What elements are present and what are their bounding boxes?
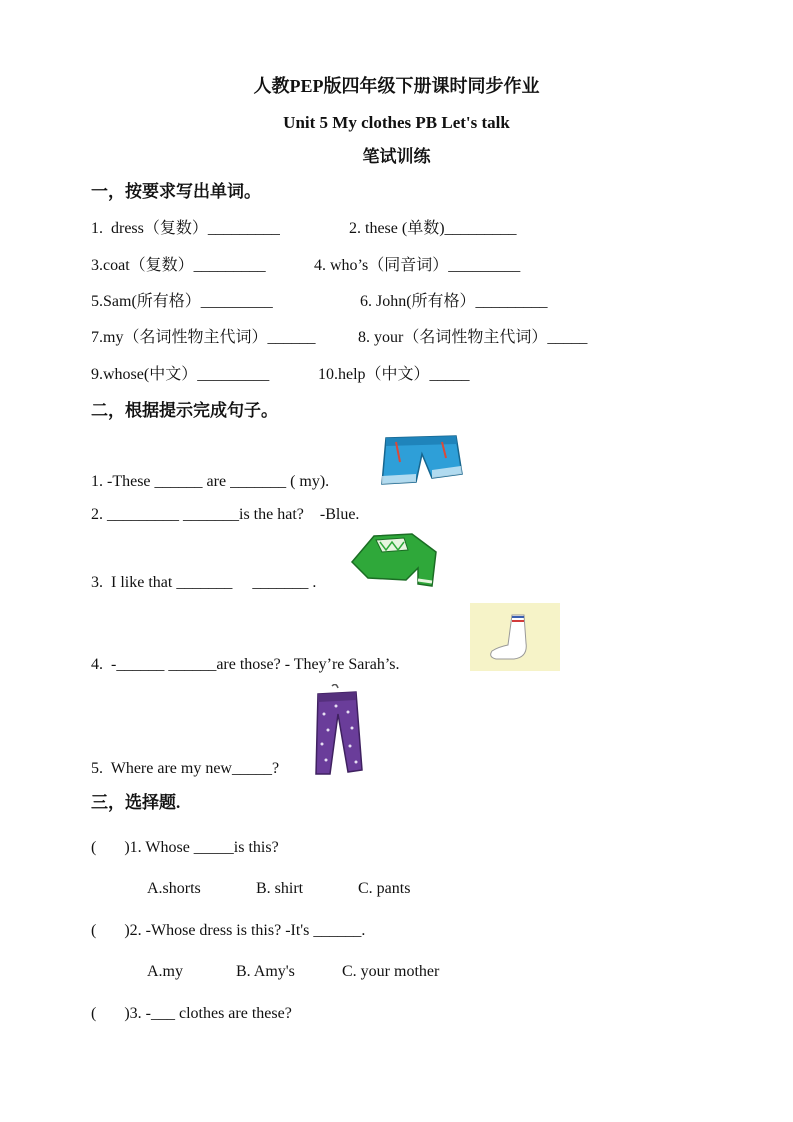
shorts-icon (376, 432, 466, 490)
sweater-icon (346, 530, 440, 590)
part2-item-5: 5. Where are my new_____? (91, 760, 280, 777)
q1-option-a: A.shorts (147, 880, 201, 897)
q3-stem: ( )3. -___ clothes are these? (91, 1005, 292, 1022)
q1-option-b: B. shirt (256, 880, 304, 897)
unit-subtitle: Unit 5 My clothes PB Let's talk (283, 113, 510, 132)
part3-heading: 三，选择题. (91, 793, 181, 812)
part2-heading: 二，根据提示完成句子。 (91, 401, 278, 420)
section-title: 笔试训练 (362, 147, 431, 166)
q2-option-c: C. your mother (342, 963, 440, 980)
q2-option-b: B. Amy's (236, 963, 295, 980)
q2-option-a: A.my (147, 963, 183, 980)
part1-item-10: 10.help（中文）_____ (318, 366, 470, 383)
part1-item-4: 4. who’s（同音词）_________ (314, 257, 521, 274)
part1-item-9: 9.whose(中文）_________ (91, 366, 270, 383)
part2-item-1: 1. -These ______ are _______ ( my). (91, 473, 330, 490)
part1-heading: 一，按要求写出单词。 (91, 182, 261, 201)
sock-icon (470, 603, 560, 671)
q1-stem: ( )1. Whose _____is this? (91, 839, 279, 856)
page-title: 人教PEP版四年级下册课时同步作业 (253, 76, 540, 96)
part1-item-8: 8. your（名词性物主代词）_____ (358, 329, 588, 346)
q1-option-c: C. pants (358, 880, 411, 897)
part1-item-5: 5.Sam(所有格）_________ (91, 293, 273, 310)
part1-item-6: 6. John(所有格）_________ (360, 293, 548, 310)
part1-item-2: 2. these (单数)_________ (349, 220, 517, 237)
pants-icon (306, 684, 366, 776)
part1-item-1: 1. dress（复数）_________ (91, 220, 280, 237)
part2-item-2: 2. _________ _______is the hat? -Blue. (91, 506, 360, 523)
part2-item-3: 3. I like that _______ _______ . (91, 574, 317, 591)
part1-item-7: 7.my（名词性物主代词）______ (91, 329, 316, 346)
q2-stem: ( )2. -Whose dress is this? -It's ______. (91, 922, 366, 939)
sock-image (470, 603, 560, 671)
part2-item-4: 4. -______ ______are those? - They’re Sarah’s. (91, 656, 400, 673)
part1-item-3: 3.coat（复数）_________ (91, 257, 266, 274)
